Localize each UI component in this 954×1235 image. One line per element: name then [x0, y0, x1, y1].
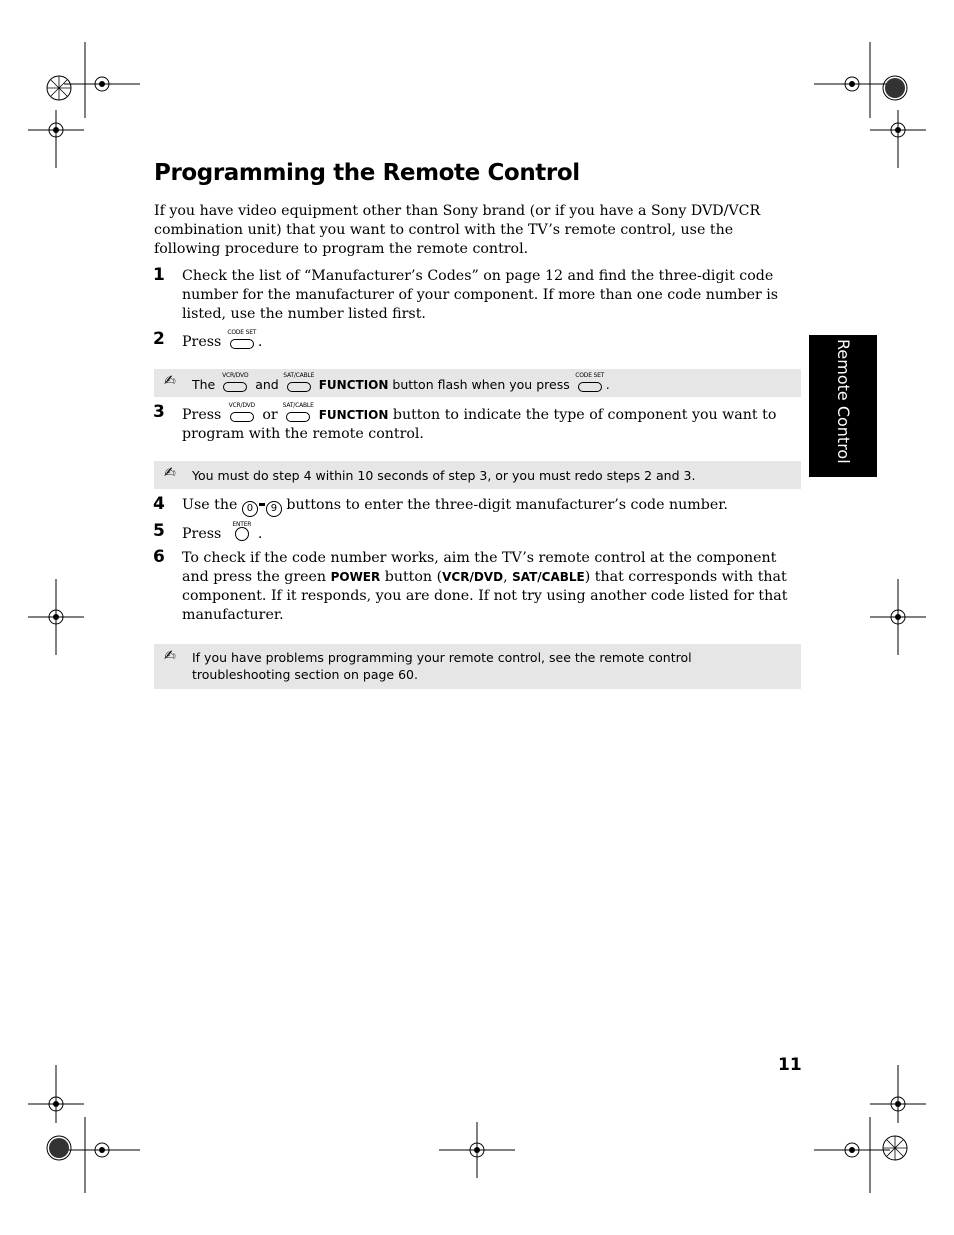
note-text	[192, 374, 793, 394]
pen-note-icon: ✍	[164, 465, 176, 481]
enter-button-icon	[229, 523, 255, 541]
step-text-part: Press	[182, 407, 222, 423]
step-text-part: buttons to enter the three-digit manufacturer’s code number.	[286, 497, 728, 513]
step-text-part: .	[257, 334, 263, 350]
vcr-dvd-button-icon	[222, 374, 248, 392]
page-number: 11	[778, 1055, 802, 1075]
step-text: Check the list of “Manufacturer’s Codes” on page 12 and find the three-digit code number for the manufacturer of your component. If more than one code number is listed, use the number listed first.	[182, 268, 779, 322]
note-text-part: .	[605, 377, 610, 392]
power-label: POWER	[330, 570, 381, 584]
note-text-part: and	[255, 377, 279, 392]
sat-cable-button-icon	[283, 372, 315, 392]
vcr-dvd-label: VCR/DVD	[442, 570, 504, 584]
code-set-button-icon	[577, 374, 603, 392]
step-number: 5	[153, 521, 165, 541]
button-caption: ENTER	[232, 521, 252, 528]
function-label: FUNCTION	[318, 408, 389, 422]
note-text-part: The	[192, 377, 216, 392]
step-text-part: To check if the code number works, aim the TV’s remote control at the component and press the green	[182, 550, 777, 585]
step-text	[182, 549, 800, 625]
step-text	[182, 331, 800, 352]
note-text: If you have problems programming your remote control, see the remote control troubleshooting section on page 60.	[192, 650, 692, 682]
section-side-tab	[809, 335, 877, 477]
step-text-part: Use the	[182, 497, 238, 513]
step-text-part: Press	[182, 334, 222, 350]
digit-9-button-icon: 9	[266, 501, 282, 517]
pen-note-icon: ✍	[164, 648, 176, 664]
step-number: 4	[153, 494, 165, 514]
function-label: FUNCTION	[318, 378, 389, 392]
step-number: 2	[153, 329, 165, 349]
step-number: 1	[153, 265, 165, 285]
button-caption: SAT/CABLE	[283, 372, 315, 379]
page-title: Programming the Remote Control	[154, 160, 580, 186]
note-text-part: button flash when you press	[392, 377, 570, 392]
button-caption: CODE SET	[575, 372, 605, 379]
step-text-part: ,	[503, 569, 508, 585]
step-text-part: button to indicate the type of component you want to program with the remote control.	[182, 407, 777, 442]
sat-cable-label: SAT/CABLE	[512, 570, 585, 584]
note-box-1	[154, 369, 801, 397]
step-number: 6	[153, 547, 165, 567]
digit-0-button-icon: 0	[242, 501, 258, 517]
step-text	[182, 496, 800, 517]
step-text-part: Press	[182, 526, 222, 542]
button-caption: VCR/DVD	[228, 402, 255, 409]
step-text-part: button (	[384, 569, 443, 585]
step-text	[182, 523, 800, 544]
intro-paragraph: If you have video equipment other than Sony brand (or if you have a Sony DVD/VCR combination unit) that you want to control with the TV’s remote control, use the following procedure to program the remote control.	[154, 203, 761, 257]
step-text	[182, 404, 800, 444]
note-text: You must do step 4 within 10 seconds of step 3, or you must redo steps 2 and 3.	[192, 468, 696, 483]
button-caption: CODE SET	[227, 329, 257, 336]
step-text-part: .	[257, 526, 263, 542]
button-caption: SAT/CABLE	[282, 402, 314, 409]
step-text-part: or	[262, 407, 278, 423]
button-caption: VCR/DVD	[222, 372, 249, 379]
side-tab-label: Remote Control	[834, 339, 853, 464]
step-text-part: ) that corresponds with that component. If it responds, you are done. If not try using another code listed for that manufacturer.	[182, 569, 788, 623]
sat-cable-button-icon	[282, 402, 314, 422]
note-box-3	[154, 644, 801, 689]
pen-note-icon: ✍	[164, 373, 176, 389]
step-number: 3	[153, 402, 165, 422]
vcr-dvd-button-icon	[229, 404, 255, 422]
note-box-2	[154, 461, 801, 489]
code-set-button-icon	[229, 331, 255, 349]
